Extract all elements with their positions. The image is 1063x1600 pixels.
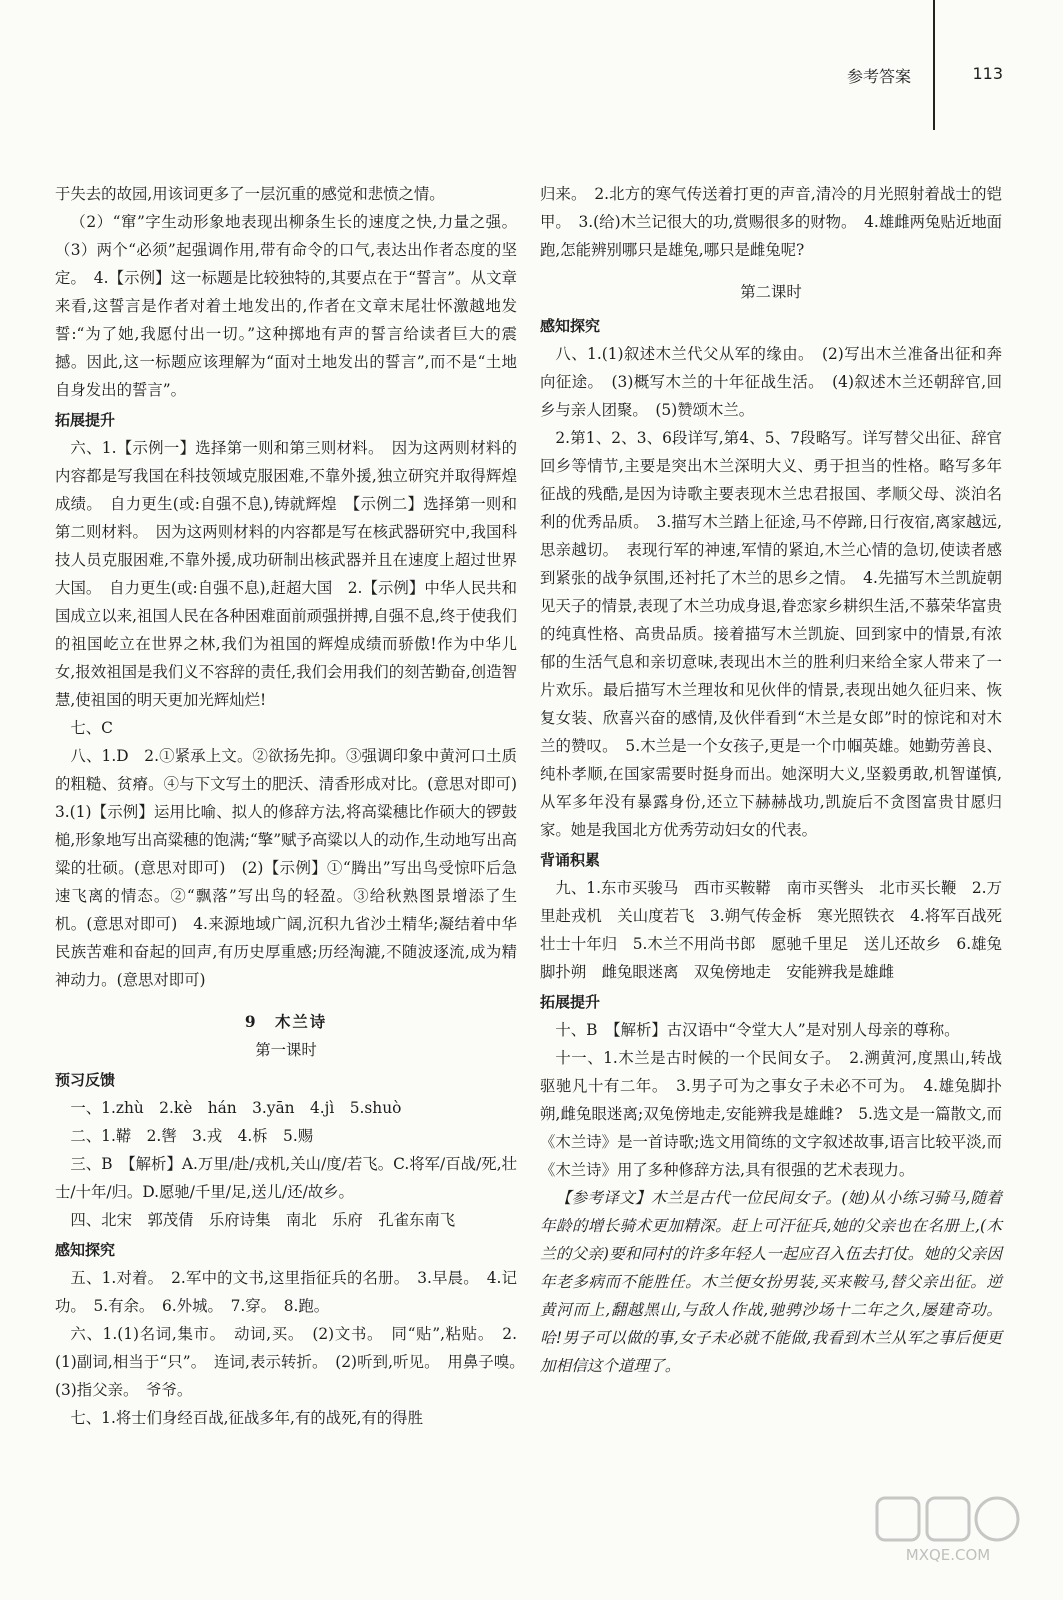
section-heading: 感知探究 [540,317,601,335]
watermark-logo [873,1494,1023,1566]
paragraph: 五、1.对着。 2.军中的文书,这里指征兵的名册。 3.早晨。 4.记功。 5.有余。 6.外城。 7.穿。 8.跑。 [55,1269,517,1315]
paragraph: （2）“窜”字生动形象地表现出柳条生长的速度之快,力量之强。（3）两个“必须”起强调作用,带有命令的口气,表达出作者态度的坚定。 4.【示例】这一标题是比较独特的,其要点在于“誓言”。从文章来看,这誓言是作者对着土地发出的,作者在文章末尾壮怀激越地发誓:“为了她,我愿付出一切。”这种掷地有声的誓言给读者巨大的震撼。因此,这一标题应该理解为“面对土地发出的誓言”,而不是“土地自身发出的誓言”。 [55,213,517,399]
lesson-title: 9 木兰诗 [244,1013,328,1031]
paragraph: 归来。 2.北方的寒气传送着打更的声音,清冷的月光照射着战士的铠甲。 3.(给)木兰记很大的功,赏赐很多的财物。 4.雄雌两兔贴近地面跑,怎能辨别哪只是雄兔,哪只是雌兔呢? [540,185,1002,259]
paragraph: 于失去的故园,用该词更多了一层沉重的感觉和悲愤之情。 [55,185,445,203]
watermark-text: MXQE.COM [905,1546,991,1564]
section-heading: 背诵积累 [540,851,601,869]
paragraph: 三、B 【解析】A.万里/赴/戎机,关山/度/若飞。C.将军/百战/死,壮士/十年/归。D.愿驰/千里/足,送儿/还/故乡。 [55,1155,517,1201]
header-title: 参考答案 [846,67,911,86]
section-heading: 拓展提升 [55,411,116,429]
right-column [540,180,1018,1380]
paragraph: 二、1.鞯 2.辔 3.戎 4.柝 5.赐 [70,1127,314,1145]
paragraph: 一、1.zhù 2.kè hán 3.yān 4.jì 5.shuò [70,1099,402,1117]
section-heading: 拓展提升 [540,993,601,1011]
left-column [55,180,533,1432]
paragraph: 十、B 【解析】古汉语中“令堂大人”是对别人母亲的尊称。 [555,1021,960,1039]
paragraph: 九、1.东市买骏马 西市买鞍鞯 南市买辔头 北市买长鞭 2.万里赴戎机 关山度若飞 3.朔气传金柝 寒光照铁衣 4.将军百战死 壮士十年归 5.木兰不用尚书郎 愿驰千里足 送儿还故乡 6.雄兔脚扑朔 雌兔眼迷离 双兔傍地走 安能辨我是雄雌 [540,879,1018,981]
page-number: 113 [972,64,1003,83]
paragraph: 八、1.D 2.①紧承上文。②欲扬先抑。③强调印象中黄河口土质的粗糙、贫瘠。④与下文写土的肥沃、清香形成对比。(意思对即可) 3.(1)【示例】运用比喻、拟人的修辞方法,将高粱穗比作硕大的锣鼓槌,形象地写出高粱穗的饱满;“擎”赋予高粱以人的动作,生动地写出高粱的壮硕。(意思对即可) (2)【示例】①“腾出”写出鸟受惊吓后急速飞离的情态。②“飘落”写出鸟的轻盈。③给秋熟图景增添了生机。(意思对即可) 4.来源地域广阔,沉积九省沙土精华;凝结着中华民族苦难和奋起的回声,有历史厚重感;历经淘漉,不随波逐流,成为精神动力。(意思对即可) [55,747,533,989]
section-heading: 感知探究 [55,1241,116,1259]
paragraph: 七、C [70,719,113,737]
lesson-subtitle: 第二课时 [740,283,802,301]
handwritten-translation: 【参考译文】木兰是古代一位民间女子。(她)从小练习骑马,随着年龄的增长骑术更加精深。赶上可汗征兵,她的父亲也在名册上,(木兰的父亲)要和同村的许多年轻人一起应召入伍去打仗。她的父亲因年老多病而不能胜任。木兰便女扮男装,买来鞍马,替父亲出征。逆黄河而上,翻越黑山,与敌人作战,驰骋沙场十二年之久,屡建奇功。哈!男子可以做的事,女子未必就不能做,我看到木兰从军之事后便更加相信这个道理了。 [540,1189,1002,1375]
paragraph: 四、北宋 郭茂倩 乐府诗集 南北 乐府 孔雀东南飞 [70,1211,456,1229]
paragraph: 六、1.(1)名词,集市。 动词,买。 (2)文书。 同“贴”,粘贴。 2.(1)副词,相当于“只”。 连词,表示转折。 (2)听到,听见。 用鼻子嗅。 (3)指父亲。 爷爷。 [55,1325,533,1399]
paragraph: 八、1.(1)叙述木兰代父从军的缘由。 (2)写出木兰准备出征和奔向征途。 (3)概写木兰的十年征战生活。 (4)叙述木兰还朝辞官,回乡与亲人团聚。 (5)赞颂木兰。 [540,345,1002,419]
paragraph: 2.第1、2、3、6段详写,第4、5、7段略写。详写替父出征、辞官回乡等情节,主要是突出木兰深明大义、勇于担当的性格。略写多年征战的残酷,是因为诗歌主要表现木兰忠君报国、孝顺父母、淡泊名利的优秀品质。 3.描写木兰踏上征途,马不停蹄,日行夜宿,离家越远,思亲越切。 表现行军的神速,军情的紧迫,木兰心情的急切,使读者感到紧张的战争氛围,还衬托了木兰的思乡之情。 4.先描写木兰凯旋朝见天子的情景,表现了木兰功成身退,眷恋家乡耕织生活,不慕荣华富贵的纯真性格、高贵品质。接着描写木兰凯旋、回到家中的情景,有浓郁的生活气息和亲切意味,表现出木兰的胜利归来给全家人带来了一片欢乐。最后描写木兰理妆和见伙伴的情景,表现出她久征归来、恢复女装、欣喜兴奋的感情,及伙伴看到“木兰是女郎”时的惊诧和对木兰的赞叹。 5.木兰是一个女孩子,更是一个巾帼英雄。她勤劳善良、纯朴孝顺,在国家需要时挺身而出。她深明大义,坚毅勇敢,机智谨慎,从军多年没有暴露身份,还立下赫赫战功,凯旋后不贪图富贵甘愿归家。她是我国北方优秀劳动妇女的代表。 [540,429,1002,839]
section-heading: 预习反馈 [55,1071,116,1089]
paragraph: 六、1.【示例一】选择第一则和第三则材料。 因为这两则材料的内容都是写我国在科技领域克服困难,不靠外援,独立研究并取得辉煌成绩。 自力更生(或:自强不息),铸就辉煌 【示例二】选择第一则和第二则材料。 因为这两则材料的内容都是写在核武器研究中,我国科技人员克服困难,不靠外援,成功研制出核武器并且在速度上超过世界大国。 自力更生(或:自强不息),赶超大国 2.【示例】中华人民共和国成立以来,祖国人民在各种困难面前顽强拼搏,自强不息,终于使我们的祖国屹立在世界之林,我们为祖国的辉煌成绩而骄傲!作为中华儿女,报效祖国是我们义不容辞的责任,我们会用我们的刻苦勤奋,创造智慧,使祖国的明天更加光辉灿烂! [55,439,517,709]
paragraph: 十一、1.木兰是古时候的一个民间女子。 2.溯黄河,度黑山,转战驱驰凡十有二年。 3.男子可为之事女子未必不可为。 4.雄兔脚扑朔,雌兔眼迷离;双兔傍地走,安能辨我是雄雌? 5.选文是一篇散文,而《木兰诗》是一首诗歌;选文用简练的文字叙述故事,语言比较平淡,而《木兰诗》用了多种修辞方法,具有很强的艺术表现力。 [540,1049,1002,1179]
header-rule [933,0,935,130]
lesson-subtitle: 第一课时 [255,1041,317,1059]
paragraph: 七、1.将士们身经百战,征战多年,有的战死,有的得胜 [70,1409,423,1427]
